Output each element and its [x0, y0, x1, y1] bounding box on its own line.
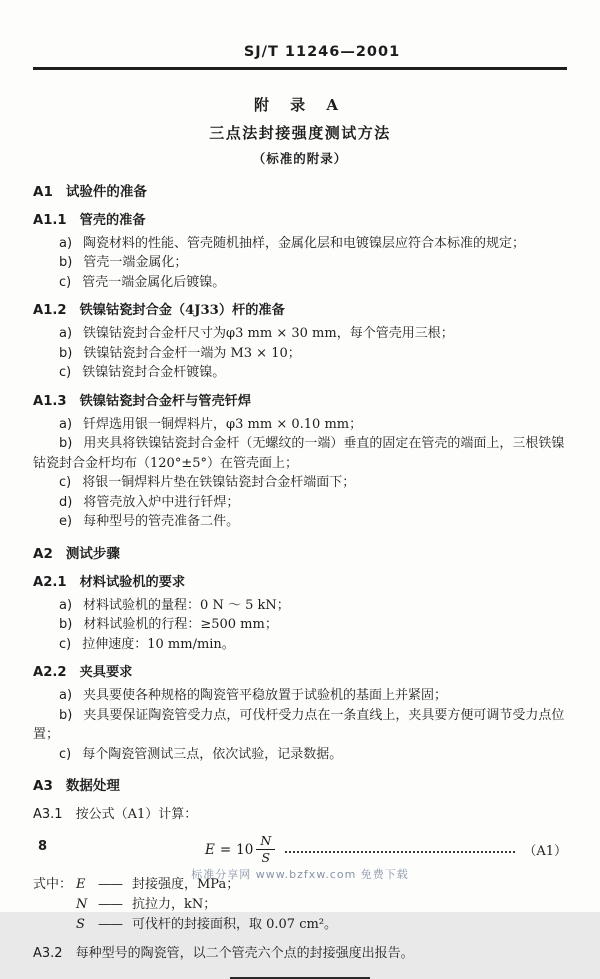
section-heading [33, 663, 567, 682]
list-item-text: 夹具要保证陶瓷管受力点，可伐杆受力点在一条直线上，夹具要方便可调节受力点位置； [33, 707, 565, 742]
paragraph-number: A3.2 [33, 945, 63, 961]
appendix-title: 三点法封接强度测试方法 [209, 123, 391, 142]
section-title: 铁镍钴瓷封合金杆与管壳钎焊 [79, 393, 252, 409]
list-item [33, 635, 567, 655]
list-item-text: 将管壳放入炉中进行钎焊； [83, 494, 240, 510]
definition-dash: —— [98, 876, 122, 892]
list-item [33, 706, 567, 745]
list-item-label: b) [59, 707, 73, 723]
fraction [256, 834, 275, 865]
section-title: 试验件的准备 [65, 183, 147, 200]
section-title: 铁镍钴瓷封合金（4J33）杆的准备 [79, 303, 285, 318]
list-item-label: a) [59, 235, 73, 251]
list-item-label: e) [59, 514, 73, 529]
list-item-label: c) [59, 365, 72, 380]
appendix-subtitle: （标准的附录） [252, 150, 348, 166]
formula-a1 [33, 833, 567, 867]
list-item-label: b) [59, 345, 73, 361]
list-item-text: 材料试验机的行程：≥500 mm； [83, 617, 278, 632]
definition-symbol: S [76, 916, 85, 932]
section-heading [33, 183, 567, 202]
formula-coefficient: 10 [236, 841, 254, 858]
formula-expression [205, 834, 275, 865]
section-number: A1.3 [33, 393, 67, 409]
header-rule [33, 67, 567, 70]
list-item [33, 686, 567, 706]
list-item-text: 铁镍钴瓷封合金杆尺寸为φ3 mm × 30 mm，每个管壳用三根； [83, 326, 454, 341]
section-number: A1.1 [33, 212, 67, 228]
definition-text: 可伐杆的封接面积，取 0.07 cm²。 [132, 916, 338, 932]
list-item-label: c) [59, 636, 72, 652]
watermark-text: 标准分享网 www.bzfxw.com 免费下载 [191, 868, 409, 881]
list-item-text: 将银一铜焊料片垫在铁镍钴瓷封合金杆端面下； [82, 475, 356, 490]
definition-dash: —— [98, 896, 122, 912]
section-number: A2.2 [33, 665, 67, 680]
list-item-text: 铁镍钴瓷封合金杆一端为 M3 × 10； [83, 345, 301, 361]
list-item-label: b) [59, 255, 73, 270]
section-heading [33, 301, 567, 320]
dotted-leader [285, 851, 515, 853]
paragraph-text: 按公式（A1）计算： [75, 807, 198, 822]
list-item-label: d) [59, 494, 73, 510]
section-number: A1.2 [33, 303, 67, 318]
section-number: A2.1 [33, 574, 67, 590]
equals-sign: = [219, 841, 232, 858]
list-item-text: 陶瓷材料的性能、管壳随机抽样，金属化层和电镀镍层应符合本标准的规定； [83, 235, 526, 251]
fraction-denominator: S [261, 850, 271, 865]
list-item [33, 512, 567, 532]
formula-lhs: E [205, 841, 215, 858]
definition-line [33, 915, 567, 935]
page-number: 8 [38, 839, 48, 854]
list-item-label: c) [59, 274, 72, 290]
list-item [33, 596, 567, 616]
numbered-paragraph [33, 944, 567, 964]
list-item-text: 钎焊选用银一铜焊料片，φ3 mm × 0.10 mm； [83, 416, 363, 432]
section-title: 夹具要求 [79, 665, 133, 680]
definition-text: 抗拉力，kN； [132, 896, 217, 912]
list-item-label: a) [59, 416, 73, 432]
list-item-label: a) [59, 688, 73, 703]
list-item [33, 273, 567, 293]
section-title: 测试步骤 [65, 545, 120, 562]
list-item-text: 每个陶瓷管测试三点，依次试验，记录数据。 [82, 746, 343, 762]
definition-prefix [33, 895, 76, 915]
list-item-label: a) [59, 326, 73, 341]
doc-number: SJ/T 11246—2001 [243, 44, 401, 60]
list-item-text: 用夹具将铁镍钴瓷封合金杆（无螺纹的一端）垂直的固定在管壳的端面上，三根铁镍钴瓷封合金杆均布（120°±5°）在管壳面上； [33, 436, 565, 471]
list-item [33, 363, 567, 383]
list-item-label: c) [59, 746, 72, 762]
list-item [33, 434, 567, 473]
definition-prefix: 式中： [33, 876, 73, 892]
fraction-numerator: N [256, 834, 275, 850]
appendix-label: 附 录 A [253, 95, 347, 114]
list-item-label: b) [59, 617, 73, 632]
list-item [33, 253, 567, 273]
section-heading [33, 211, 567, 230]
section-heading [33, 545, 567, 564]
list-item-text: 管壳一端金属化； [83, 255, 188, 270]
list-item [33, 615, 567, 635]
list-item-label: a) [59, 597, 73, 613]
section-title: 数据处理 [65, 778, 120, 794]
list-item [33, 415, 567, 435]
list-item [33, 493, 567, 513]
list-item [33, 344, 567, 364]
list-item-label: b) [59, 436, 73, 451]
formula-label: （A1） [523, 844, 567, 859]
list-item [33, 745, 567, 765]
list-item-text: 拉伸速度：10 mm/min。 [82, 636, 235, 652]
list-item-text: 铁镍钴瓷封合金杆镀镍。 [82, 365, 226, 380]
list-item-text: 材料试验机的量程：0 N ～ 5 kN； [83, 597, 290, 613]
list-item-text: 每种型号的管壳准备二件。 [83, 514, 240, 529]
paragraph-text: 每种型号的陶瓷管，以二个管壳六个点的封接强度出报告。 [75, 945, 414, 961]
section-number: A2 [33, 545, 53, 562]
list-item [33, 324, 567, 344]
document-body [33, 183, 567, 964]
numbered-paragraph [33, 805, 567, 825]
definition-text: 封接强度，MPa； [132, 876, 240, 892]
definition-prefix [33, 915, 76, 935]
section-heading [33, 392, 567, 411]
definition-dash: —— [98, 916, 122, 932]
section-title: 管壳的准备 [79, 212, 146, 228]
definition-symbol: E [76, 876, 86, 892]
section-heading [33, 573, 567, 592]
definition-symbol: N [76, 896, 88, 912]
list-item [33, 234, 567, 254]
section-heading [33, 777, 567, 796]
list-item-label: c) [59, 475, 72, 490]
section-number: A3 [33, 778, 53, 794]
list-item [33, 473, 567, 493]
section-number: A1 [33, 183, 53, 200]
list-item-text: 管壳一端金属化后镀镍。 [82, 274, 226, 290]
paragraph-number: A3.1 [33, 807, 63, 822]
definition-line [33, 895, 567, 915]
list-item-text: 夹具要使各种规格的陶瓷管平稳放置于试验机的基面上并紧固； [83, 688, 448, 703]
section-title: 材料试验机的要求 [79, 574, 186, 590]
